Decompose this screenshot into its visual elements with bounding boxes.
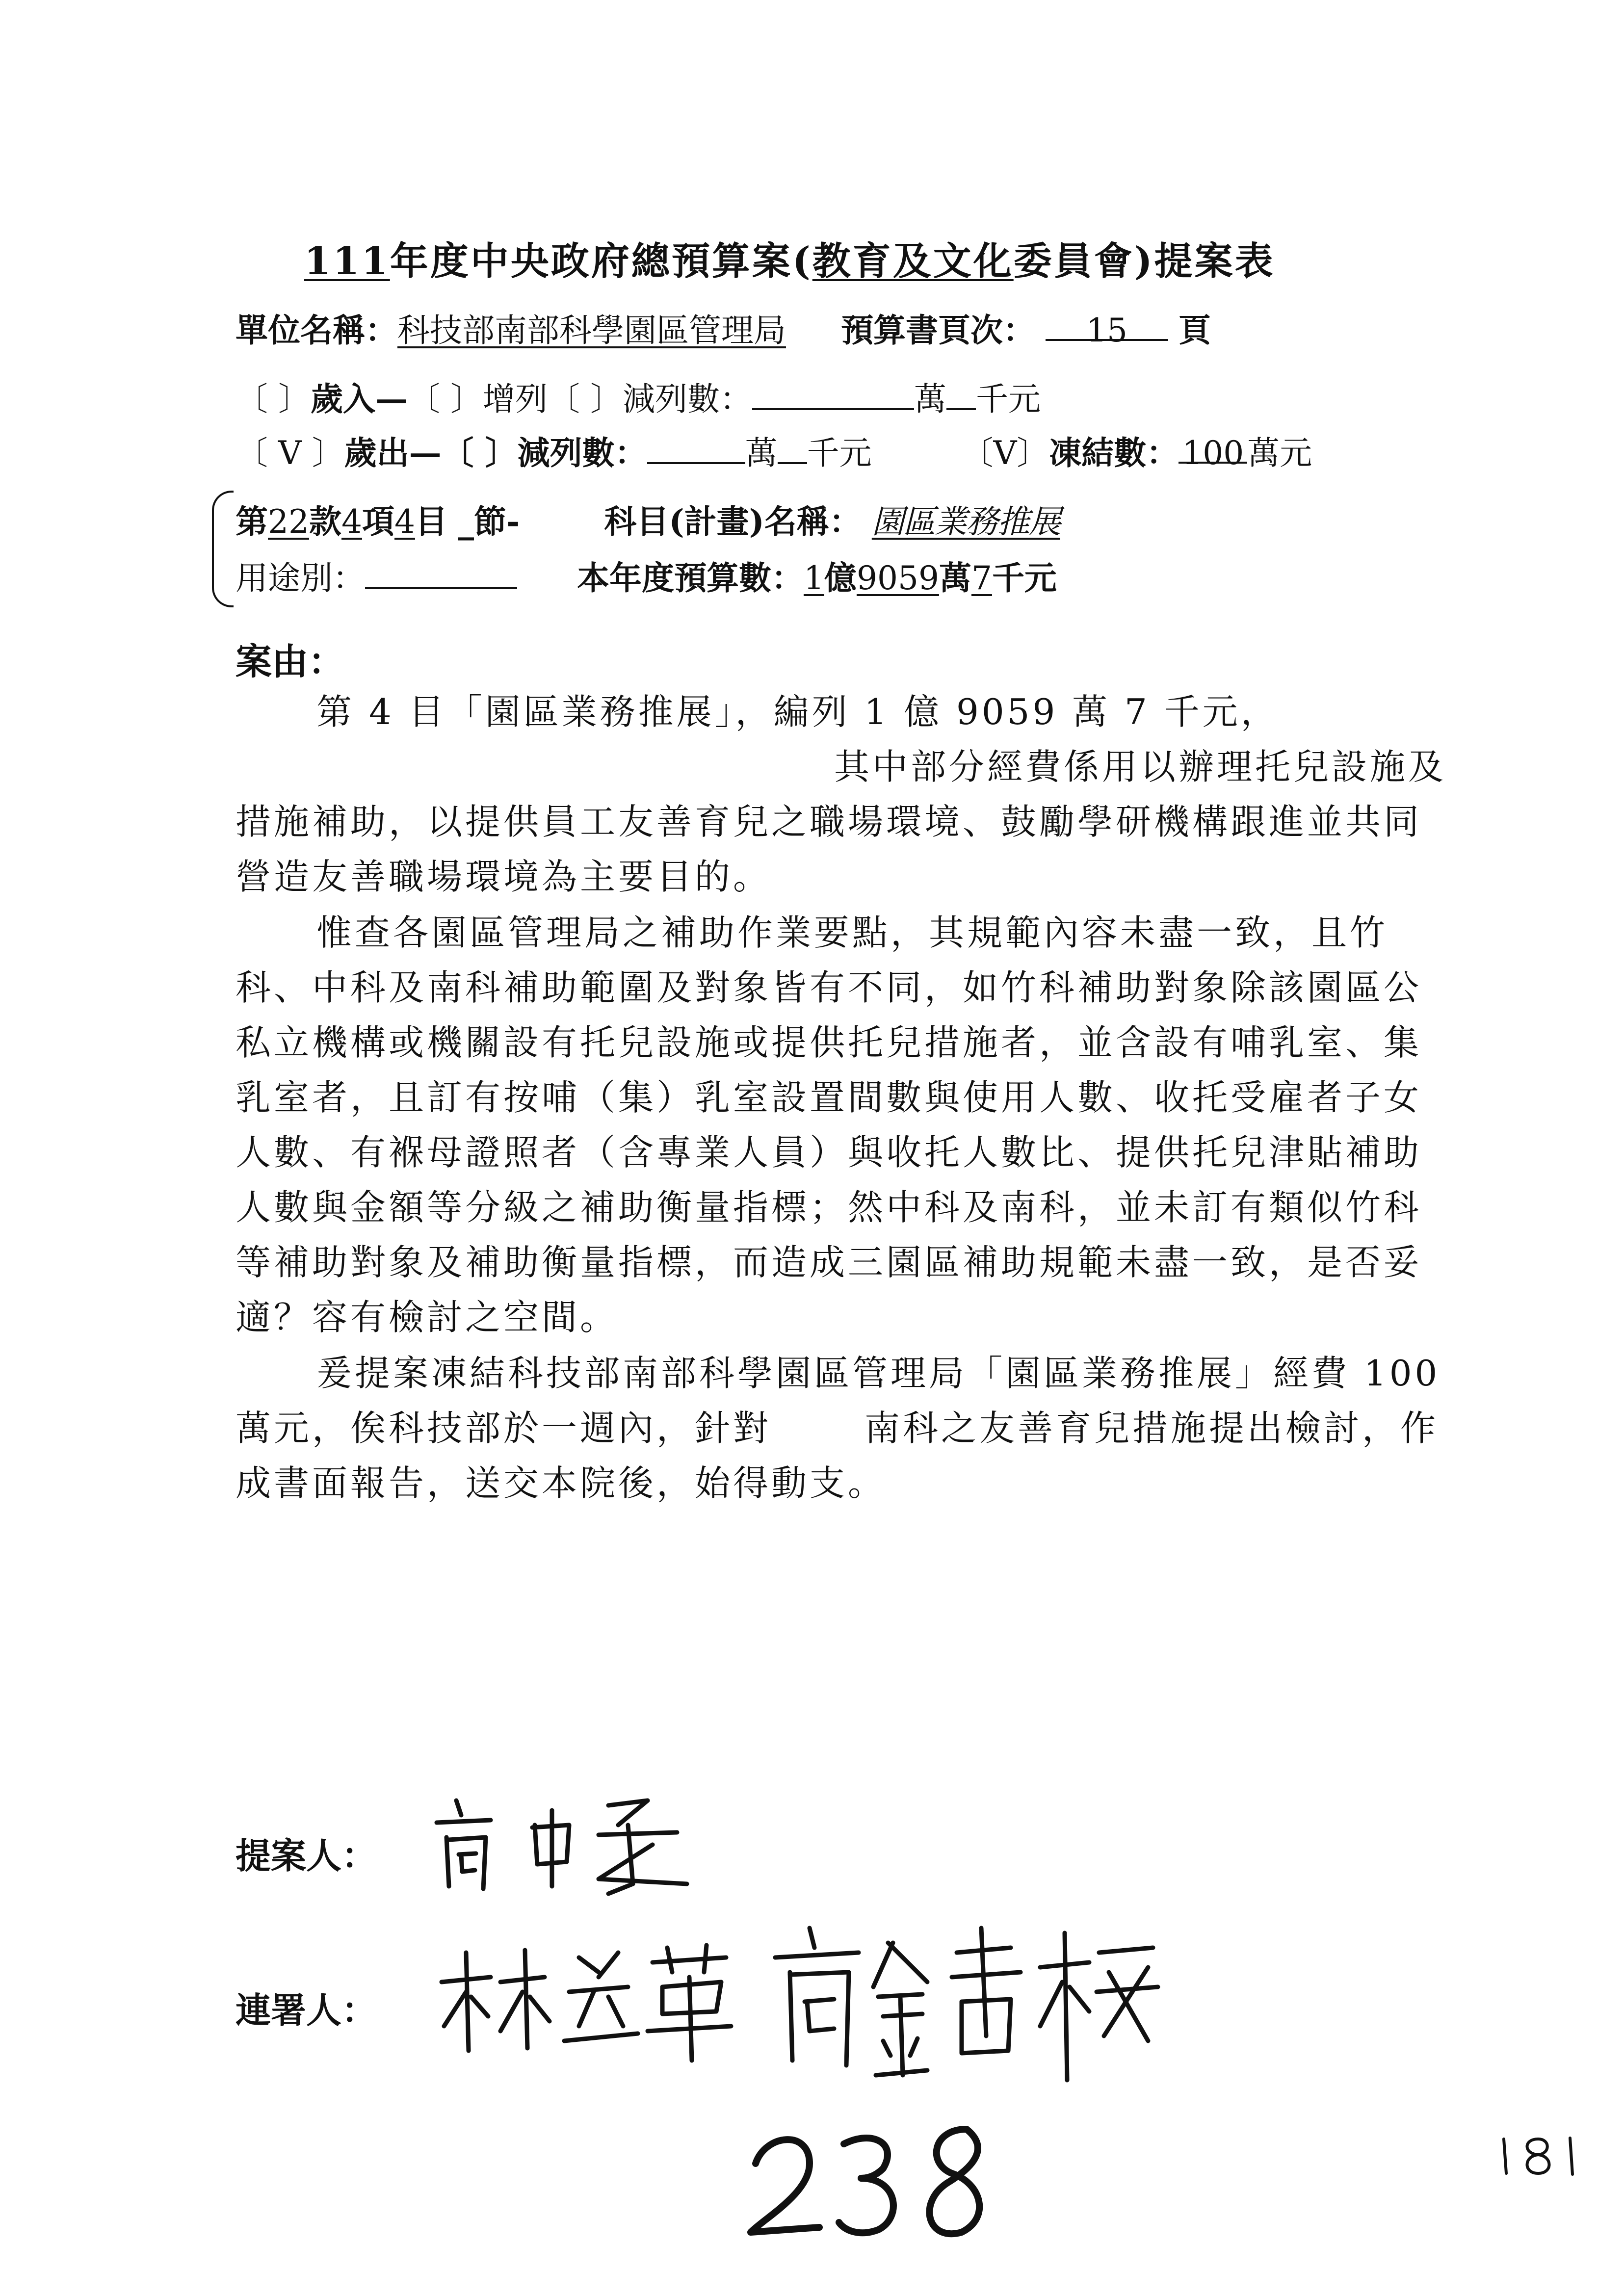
freeze-value: 100 — [1179, 434, 1247, 464]
expense-label: 歲出— — [344, 434, 442, 472]
reason-body — [236, 684, 1447, 1512]
unit-value: 科技部南部科學園區管理局 — [397, 312, 786, 349]
unit-line — [236, 304, 1211, 351]
handwritten-page-number — [736, 2110, 1011, 2257]
reason-p3-start: 爰提案凍結科技部南部科學園區管理局「園區業務推展」經費 100 萬元，俟科技部於一週內，針對 — [236, 1353, 1441, 1449]
revenue-increase: 〔 〕增列 — [407, 380, 548, 418]
revenue-checkbox: 〔 〕 — [236, 380, 311, 418]
budget-yi-label: 億 — [824, 559, 857, 597]
title-text: 年度中央政府總預算案( — [390, 239, 812, 284]
cosigner-signature-1 — [432, 1928, 736, 2065]
budget-wan-label: 萬 — [939, 559, 971, 597]
cosigner-signature-2 — [765, 1913, 1168, 2100]
revenue-unit-wan: 萬 — [914, 380, 946, 418]
revenue-unit-qian: 千元 — [975, 380, 1041, 418]
revenue-label: 歲入— — [310, 380, 408, 418]
xiang-number: 4 — [341, 503, 362, 541]
budget-label: 本年度預算數： — [576, 559, 804, 597]
usage-line — [236, 552, 1057, 599]
reason-paragraph-1 — [236, 684, 1447, 904]
committee-name: 教育及文化 — [812, 239, 1014, 284]
budget-yi: 1 — [803, 559, 824, 597]
freeze-unit: 萬元 — [1247, 434, 1312, 472]
expense-unit-wan: 萬 — [745, 434, 778, 472]
proposer-label: 提案人： — [236, 1835, 377, 1877]
expense-unit-qian: 千元 — [807, 434, 872, 472]
title-tail: 委員會)提案表 — [1013, 239, 1275, 284]
revenue-qian-blank — [946, 381, 976, 410]
budget-qian-label: 千元 — [992, 559, 1057, 597]
expense-amount-blank — [647, 435, 745, 464]
unit-label: 單位名稱： — [236, 311, 397, 349]
expense-checkbox: 〔 V 〕 — [236, 434, 344, 472]
reason-p1-line1: 第 4 目「園區業務推展」，編列 1 億 9059 萬 7 千元， — [316, 691, 1279, 732]
usage-label: 用途別： — [236, 559, 365, 597]
budget-wan: 9059 — [856, 559, 939, 597]
proposer-signature — [422, 1781, 736, 1908]
page-ref-unit: 頁 — [1178, 311, 1211, 349]
usage-blank — [365, 560, 517, 589]
kuan-label: 款 — [309, 502, 341, 541]
reason-p1-rest: 其中部分經費係用以辦理托兒設施及措施補助，以提供員工友善育兒之職場環境、鼓勵學研機構跟進並共同營造友善職場環境為主要目的。 — [236, 746, 1447, 897]
left-brace — [212, 491, 234, 607]
corner-page-number — [1492, 2129, 1585, 2183]
revenue-decrease: 〔 〕減列數： — [547, 380, 752, 418]
page-ref-label: 預算書頁次： — [840, 311, 1035, 349]
kuan-number: 22 — [268, 503, 309, 541]
mu-number: 4 — [394, 503, 415, 541]
reason-paragraph-2: 惟查各園區管理局之補助作業要點，其規範內容未盡一致，且竹科、中科及南科補助範圍及對象皆有不同，如竹科補助對象除該園區公私立機構或機關設有托兒設施或提供托兒措施者，並含設有哺乳室、集乳室者，且訂有按哺（集）乳室設置間數與使用人數、收托受雇者子女人數、有褓母證照者（含專業人員）與收托人數比、提供托兒津貼補助人數與金額等分級之補助衡量指標；然中科及南科，並未訂有類似竹科等補助對象及補助衡量指標，而造成三園區補助規範未盡一致，是否妥適？容有檢討之空間。 — [236, 912, 1422, 1338]
freeze-checkbox: 〔V〕 — [961, 434, 1049, 472]
page-ref-value: 15 — [1046, 312, 1168, 341]
revenue-amount-blank — [752, 381, 914, 410]
xiang-label: 項 — [362, 502, 394, 541]
expense-qian-blank — [778, 435, 807, 464]
budget-qian: 7 — [971, 559, 992, 597]
document-title — [304, 231, 1384, 286]
item-prefix: 第 — [236, 502, 268, 541]
reason-heading: 案由： — [236, 641, 344, 683]
expense-line — [236, 427, 1312, 473]
expense-decrease: 〔 〕減列數： — [441, 434, 647, 472]
revenue-line — [236, 373, 1041, 419]
fiscal-year: 111 — [304, 239, 390, 284]
reason-paragraph-3 — [236, 1346, 1447, 1511]
mu-label: 目 — [415, 502, 447, 541]
item-line — [236, 496, 1060, 542]
cosigner-label: 連署人： — [236, 1989, 377, 2031]
freeze-label: 凍結數： — [1049, 434, 1179, 472]
jie-label: _節- — [457, 502, 520, 541]
subject-label: 科目(計畫)名稱： — [604, 502, 862, 541]
subject-value: 園區業務推展 — [871, 503, 1060, 541]
reason-p3-end: 南科之友善育兒措施提出檢討，作成書面報告，送交本院後，始得動支。 — [236, 1408, 1439, 1504]
